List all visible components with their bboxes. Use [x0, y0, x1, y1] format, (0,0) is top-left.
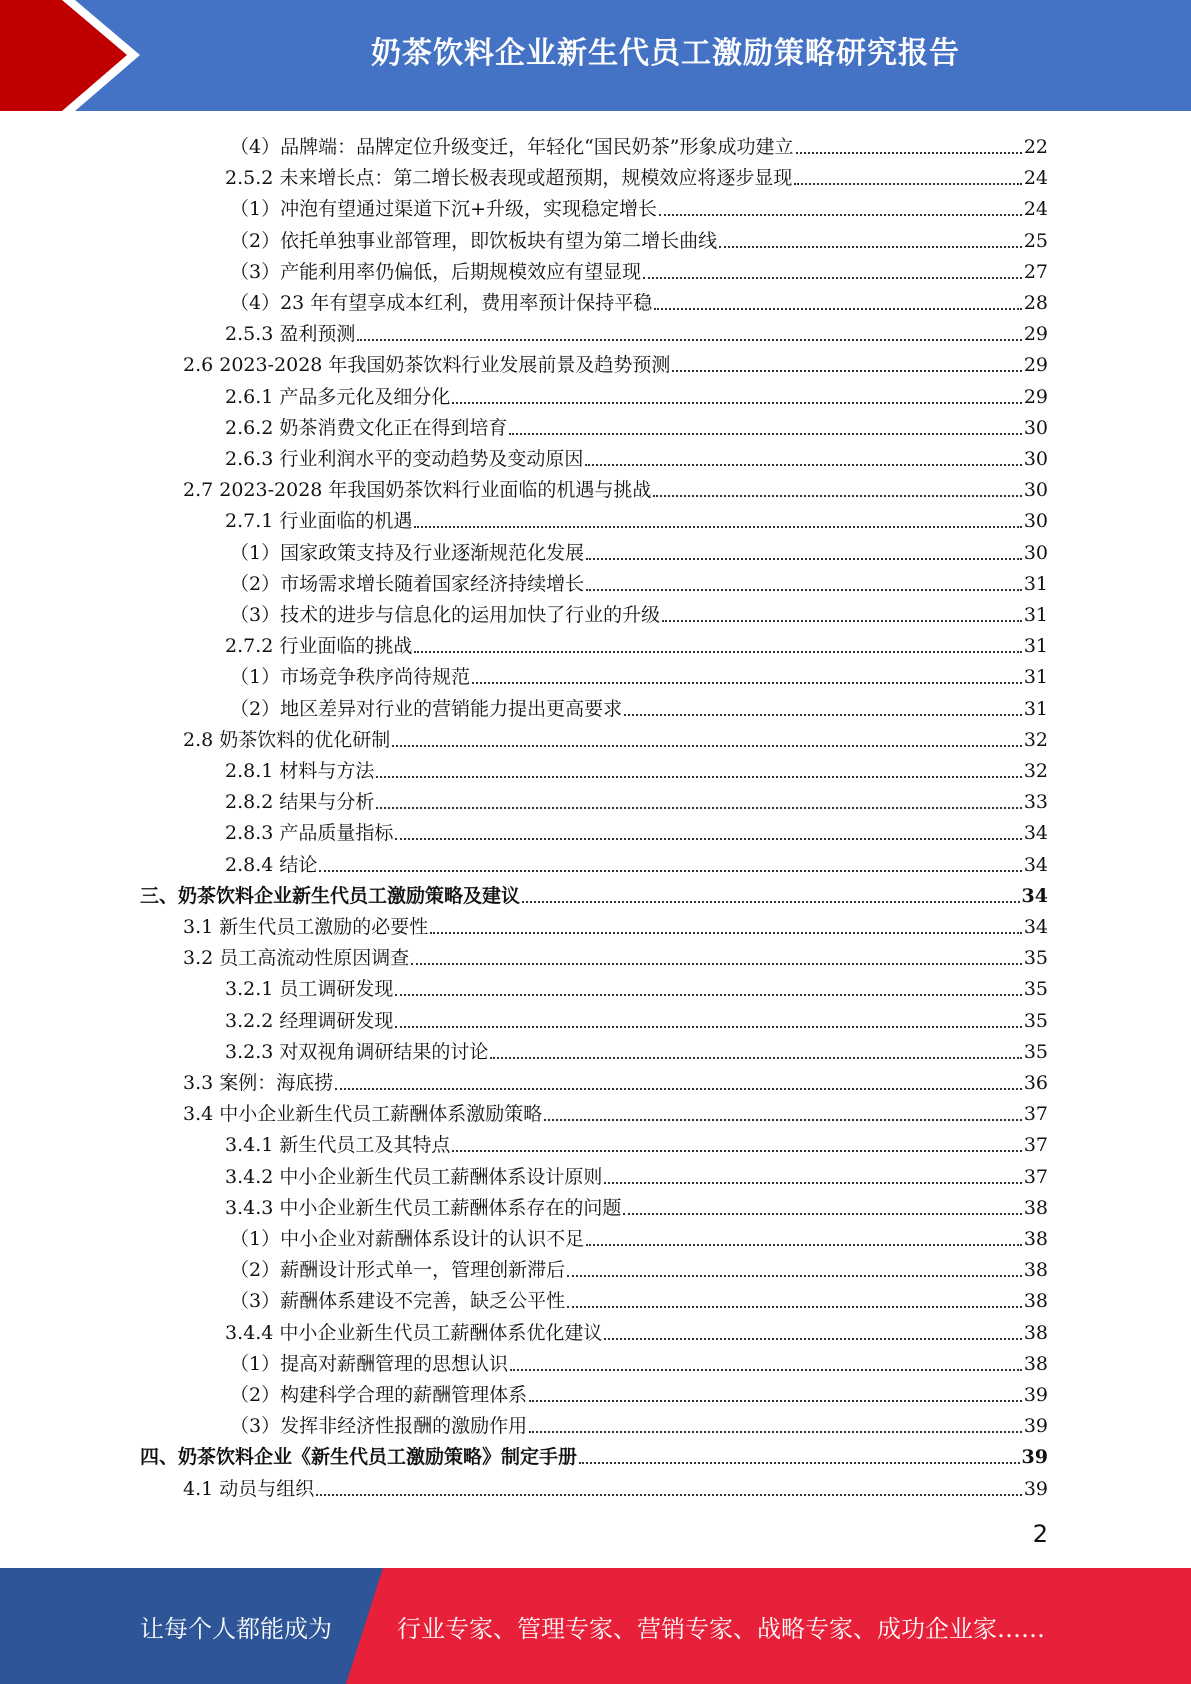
toc-dot-leader — [395, 993, 1021, 996]
toc-entry-title: 3.3 案例：海底捞 — [183, 1072, 334, 1094]
toc-dot-leader — [335, 1087, 1022, 1090]
toc-entry-page: 35 — [1023, 947, 1048, 970]
toc-entry-title: 2.7.1 行业面临的机遇 — [225, 510, 413, 533]
toc-entry-title: 2.6.1 产品多元化及细分化 — [225, 385, 451, 408]
toc-entry-page: 34 — [1023, 916, 1048, 938]
toc-dot-leader — [586, 557, 1022, 560]
toc-entry-page: 24 — [1023, 198, 1048, 221]
toc-entry[interactable] — [225, 969, 1048, 1000]
toc-entry-page: 37 — [1023, 1103, 1048, 1126]
toc-entry[interactable] — [230, 564, 1048, 595]
toc-entry-title: （1）冲泡有望通过渠道下沉+升级，实现稳定增长 — [230, 198, 658, 221]
toc-dot-leader — [719, 245, 1022, 248]
page-number: 2 — [1032, 1520, 1048, 1548]
toc-dot-leader — [414, 650, 1021, 653]
toc-entry-page: 36 — [1023, 1072, 1048, 1094]
toc-dot-leader — [672, 369, 1021, 372]
toc-entry[interactable] — [225, 1001, 1048, 1032]
footer-slogan-left: 让每个人都能成为 — [140, 1614, 332, 1643]
toc-entry-page: 27 — [1023, 260, 1048, 283]
toc-entry[interactable] — [225, 408, 1048, 439]
toc-entry[interactable] — [225, 626, 1048, 657]
toc-entry-page: 29 — [1023, 323, 1048, 346]
toc-entry-page: 35 — [1023, 978, 1048, 1001]
toc-entry-title: 2.6.2 奶茶消费文化正在得到培育 — [225, 416, 508, 439]
toc-dot-leader — [376, 775, 1021, 778]
header-arrow-decoration — [0, 0, 150, 111]
toc-entry-page: 31 — [1023, 666, 1048, 689]
toc-entry-page: 37 — [1023, 1134, 1048, 1157]
toc-entry-title: （1）提高对薪酬管理的思想认识 — [230, 1352, 509, 1375]
toc-entry[interactable] — [230, 533, 1048, 564]
toc-entry-title: （3）产能利用率仍偏低，后期规模效应有望显现 — [230, 260, 642, 283]
toc-entry-title: 2.6.3 行业利润水平的变动趋势及变动原因 — [225, 448, 584, 470]
toc-dot-leader — [395, 1025, 1021, 1028]
toc-entry[interactable] — [183, 907, 1048, 938]
toc-entry-page: 30 — [1023, 416, 1048, 439]
toc-entry[interactable] — [230, 189, 1048, 220]
toc-entry[interactable] — [225, 439, 1048, 470]
toc-entry-page: 28 — [1023, 292, 1048, 314]
toc-entry-title: 2.5.3 盈利预测 — [225, 323, 356, 346]
toc-dot-leader — [796, 151, 1022, 154]
toc-entry-page: 39 — [1023, 1384, 1048, 1406]
toc-entry-title: 2.8.3 产品质量指标 — [225, 822, 394, 845]
toc-entry-title: （1）市场竞争秩序尚待规范 — [230, 666, 471, 689]
toc-entry[interactable] — [225, 1157, 1048, 1188]
toc-entry[interactable] — [183, 1469, 1048, 1500]
toc-entry-title: 2.7 2023-2028 年我国奶茶饮料行业面临的机遇与挑战 — [183, 479, 652, 502]
toc-entry[interactable] — [230, 221, 1048, 252]
toc-entry-title: 2.8 奶茶饮料的优化研制 — [183, 728, 391, 751]
toc-entry-title: 3.4.1 新生代员工及其特点 — [225, 1134, 451, 1157]
toc-entry[interactable] — [183, 345, 1048, 376]
toc-dot-leader — [604, 1181, 1021, 1184]
toc-entry-page: 31 — [1023, 697, 1048, 720]
toc-entry[interactable] — [230, 1344, 1048, 1375]
toc-entry[interactable] — [225, 1188, 1048, 1219]
toc-entry-title: 三、奶茶饮料企业新生代员工激励策略及建议 — [140, 884, 521, 907]
toc-entry-page: 39 — [1023, 1477, 1048, 1500]
document-title: 奶茶饮料企业新生代员工激励策略研究报告 — [371, 36, 960, 71]
toc-entry-page: 30 — [1023, 541, 1048, 564]
toc-entry-page: 31 — [1023, 572, 1048, 595]
toc-entry-page: 38 — [1023, 1228, 1048, 1250]
toc-entry-title: 2.8.1 材料与方法 — [225, 760, 375, 782]
toc-entry[interactable] — [230, 1375, 1048, 1406]
toc-entry-page: 31 — [1023, 635, 1048, 658]
toc-dot-leader — [659, 213, 1022, 216]
toc-entry-title: （2）地区差异对行业的营销能力提出更高要求 — [230, 697, 623, 720]
toc-dot-leader — [430, 931, 1022, 934]
toc-entry[interactable] — [225, 158, 1048, 189]
toc-entry-title: 4.1 动员与组织 — [183, 1477, 315, 1500]
toc-entry-page: 32 — [1023, 760, 1048, 782]
toc-entry-page: 30 — [1023, 510, 1048, 533]
toc-entry[interactable] — [230, 283, 1048, 314]
toc-entry[interactable] — [140, 876, 1048, 907]
toc-entry-title: 3.2.3 对双视角调研结果的讨论 — [225, 1040, 489, 1063]
toc-entry-title: 2.6 2023-2028 年我国奶茶饮料行业发展前景及趋势预测 — [183, 354, 671, 377]
toc-entry-title: 3.1 新生代员工激励的必要性 — [183, 916, 429, 938]
toc-dot-leader — [509, 432, 1021, 435]
toc-dot-leader — [395, 837, 1021, 840]
toc-dot-leader — [662, 619, 1022, 622]
toc-dot-leader — [529, 1399, 1022, 1402]
toc-entry-title: （3）技术的进步与信息化的运用加快了行业的升级 — [230, 604, 661, 626]
toc-dot-leader — [319, 869, 1021, 872]
toc-dot-leader — [490, 1056, 1021, 1059]
toc-dot-leader — [414, 525, 1021, 528]
page-footer — [0, 1568, 1191, 1684]
toc-dot-leader — [653, 494, 1021, 497]
toc-dot-leader — [586, 588, 1022, 591]
toc-entry-page: 38 — [1023, 1290, 1048, 1313]
toc-entry-title: 3.2.1 员工调研发现 — [225, 978, 394, 1001]
toc-dot-leader — [510, 1368, 1022, 1371]
toc-entry-title: （2）构建科学合理的薪酬管理体系 — [230, 1384, 528, 1406]
toc-entry-title: 3.4 中小企业新生代员工薪酬体系激励策略 — [183, 1103, 543, 1126]
toc-entry[interactable] — [183, 1094, 1048, 1125]
toc-entry-page: 30 — [1023, 448, 1048, 470]
toc-dot-leader — [452, 1149, 1021, 1152]
toc-entry[interactable] — [230, 689, 1048, 720]
toc-dot-leader — [544, 1118, 1022, 1121]
toc-entry[interactable] — [183, 720, 1048, 751]
toc-entry-page: 35 — [1023, 1009, 1048, 1032]
toc-entry-title: 3.2 员工高流动性原因调查 — [183, 947, 410, 970]
toc-entry-title: 2.7.2 行业面临的挑战 — [225, 635, 413, 658]
toc-entry-title: 3.2.2 经理调研发现 — [225, 1009, 394, 1032]
toc-entry-page: 38 — [1023, 1196, 1048, 1219]
toc-entry-title: 2.5.2 未来增长点：第二增长极表现或超预期，规模效应将逐步显现 — [225, 167, 793, 190]
toc-entry-page: 37 — [1023, 1165, 1048, 1188]
toc-dot-leader — [529, 1430, 1022, 1433]
toc-entry[interactable] — [225, 751, 1048, 782]
toc-entry-page: 29 — [1023, 354, 1048, 377]
toc-entry[interactable] — [230, 252, 1048, 283]
toc-entry-page: 24 — [1023, 167, 1048, 190]
toc-entry[interactable] — [183, 470, 1048, 501]
toc-entry-page: 39 — [1023, 1415, 1048, 1438]
toc-dot-leader — [376, 806, 1021, 809]
toc-entry[interactable] — [225, 782, 1048, 813]
toc-entry-title: （1）国家政策支持及行业逐渐规范化发展 — [230, 541, 585, 564]
toc-entry-page: 30 — [1023, 479, 1048, 502]
toc-entry-title: 2.8.4 结论 — [225, 853, 318, 876]
toc-dot-leader — [794, 182, 1021, 185]
toc-entry[interactable] — [183, 1063, 1048, 1094]
toc-entry-title: （1）中小企业对薪酬体系设计的认识不足 — [230, 1228, 585, 1250]
toc-entry-title: （2）市场需求增长随着国家经济持续增长 — [230, 572, 585, 595]
toc-dot-leader — [452, 401, 1021, 404]
toc-entry[interactable] — [225, 1032, 1048, 1063]
toc-entry-title: （3）薪酬体系建设不完善，缺乏公平性 — [230, 1290, 566, 1313]
toc-dot-leader — [567, 1305, 1022, 1308]
toc-entry-title: （4）23 年有望享成本红利，费用率预计保持平稳 — [230, 292, 653, 314]
toc-dot-leader — [357, 338, 1021, 341]
toc-entry[interactable] — [183, 938, 1048, 969]
toc-entry-page: 38 — [1023, 1259, 1048, 1282]
toc-entry[interactable] — [230, 595, 1048, 626]
toc-entry-page: 34 — [1023, 853, 1048, 876]
toc-entry[interactable] — [225, 501, 1048, 532]
toc-entry[interactable] — [225, 1313, 1048, 1344]
toc-entry[interactable] — [225, 314, 1048, 345]
toc-entry-page: 29 — [1023, 385, 1048, 408]
toc-entry-title: （4）品牌端：品牌定位升级变迁，年轻化“国民奶茶”形象成功建立 — [230, 136, 794, 158]
toc-dot-leader — [654, 307, 1022, 310]
footer-slogan-right: 行业专家、管理专家、营销专家、战略专家、成功企业家…… — [397, 1614, 1045, 1643]
toc-entry-page: 34 — [1021, 884, 1048, 907]
toc-entry-page: 32 — [1023, 728, 1048, 751]
toc-dot-leader — [522, 900, 1020, 903]
toc-entry-title: 2.8.2 结果与分析 — [225, 791, 375, 814]
toc-dot-leader — [472, 681, 1022, 684]
toc-dot-leader — [316, 1493, 1022, 1496]
toc-dot-leader — [586, 1243, 1022, 1246]
toc-entry-title: （2）薪酬设计形式单一，管理创新滞后 — [230, 1259, 566, 1282]
toc-entry[interactable] — [140, 1437, 1048, 1468]
toc-entry[interactable] — [225, 845, 1048, 876]
page-header — [0, 0, 1191, 111]
toc-entry[interactable] — [230, 1219, 1048, 1250]
toc-entry-page: 35 — [1023, 1040, 1048, 1063]
toc-entry[interactable] — [230, 127, 1048, 158]
toc-entry-page: 25 — [1023, 229, 1048, 252]
toc-dot-leader — [567, 1274, 1022, 1277]
toc-entry-page: 39 — [1021, 1446, 1048, 1469]
toc-entry-title: 3.4.4 中小企业新生代员工薪酬体系优化建议 — [225, 1321, 603, 1344]
toc-entry-page: 38 — [1023, 1352, 1048, 1375]
toc-dot-leader — [623, 1212, 1021, 1215]
toc-dot-leader — [624, 713, 1022, 716]
toc-entry[interactable] — [225, 1125, 1048, 1156]
toc-entry[interactable] — [230, 1406, 1048, 1437]
toc-entry[interactable] — [230, 657, 1048, 688]
toc-dot-leader — [579, 1461, 1020, 1464]
toc-dot-leader — [392, 744, 1022, 747]
toc-entry-page: 34 — [1023, 822, 1048, 845]
toc-entry[interactable] — [225, 377, 1048, 408]
toc-entry-page: 22 — [1023, 136, 1048, 158]
toc-dot-leader — [411, 962, 1022, 965]
toc-dot-leader — [585, 463, 1021, 466]
toc-entry-title: （2）依托单独事业部管理，即饮板块有望为第二增长曲线 — [230, 229, 718, 252]
toc-entry-page: 31 — [1023, 604, 1048, 626]
toc-entry[interactable] — [225, 813, 1048, 844]
toc-entry-title: 3.4.2 中小企业新生代员工薪酬体系设计原则 — [225, 1165, 603, 1188]
toc-entry[interactable] — [230, 1281, 1048, 1312]
toc-entry-title: 四、奶茶饮料企业《新生代员工激励策略》制定手册 — [140, 1446, 578, 1469]
toc-dot-leader — [604, 1337, 1021, 1340]
toc-entry-title: （3）发挥非经济性报酬的激励作用 — [230, 1415, 528, 1438]
toc-entry-title: 3.4.3 中小企业新生代员工薪酬体系存在的问题 — [225, 1196, 622, 1219]
toc-dot-leader — [643, 276, 1022, 279]
toc-entry-page: 38 — [1023, 1321, 1048, 1344]
toc-entry[interactable] — [230, 1250, 1048, 1281]
toc-entry-page: 33 — [1023, 791, 1048, 814]
